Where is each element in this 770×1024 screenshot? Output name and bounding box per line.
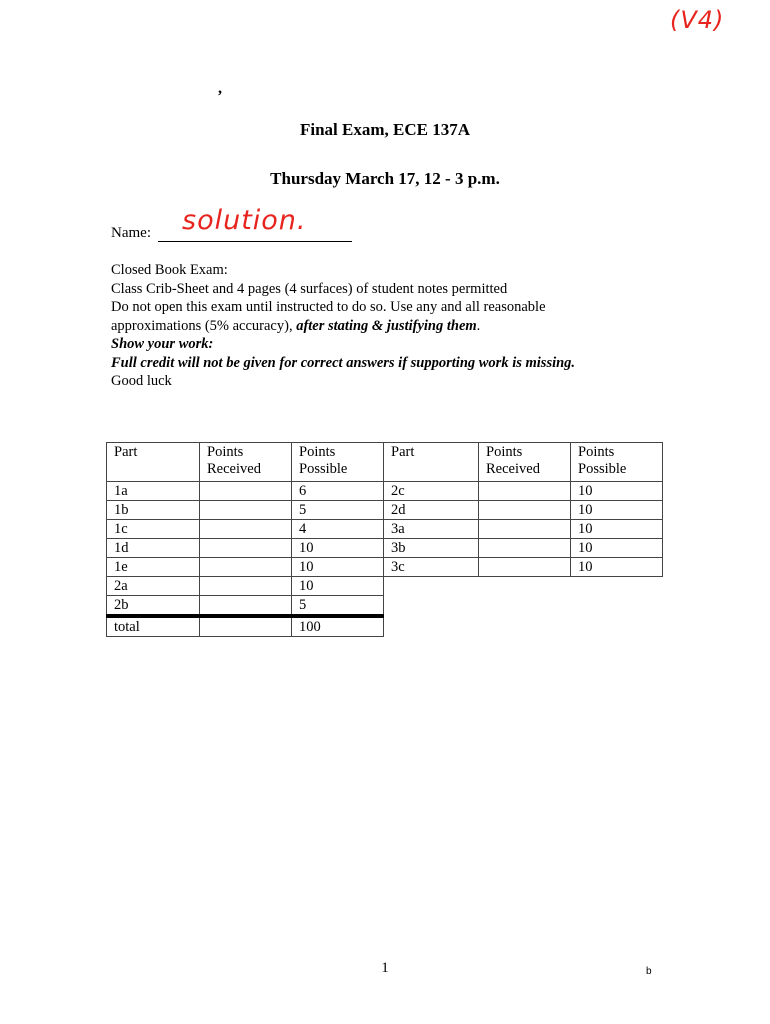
instruction-line: Closed Book Exam: [111,262,228,278]
received-cell[interactable] [200,520,292,539]
instruction-emphasis-line: Full credit will not be given for correct answers if supporting work is missing. [111,354,576,371]
total-label-cell: total [107,616,200,637]
stray-mark: , [218,80,222,97]
possible-cell: 10 [292,577,384,596]
table-row [384,501,663,520]
name-handwritten: solution. [182,205,307,236]
corner-mark: b [646,966,652,977]
possible-cell: 10 [571,558,663,577]
possible-cell: 5 [292,596,384,617]
possible-cell: 10 [292,539,384,558]
instruction-emphasis: after stating & justifying them [296,317,477,334]
header-cell: Points Received [200,443,292,482]
table-header-row [384,443,663,482]
total-row [107,616,384,637]
possible-cell: 10 [571,539,663,558]
header-cell: Points Received [479,443,571,482]
part-cell: 1a [107,482,200,501]
instruction-line: Do not open this exam until instructed to do so. Use any and all reasonable [111,299,546,315]
header-cell: Part [384,443,479,482]
version-annotation: (V4) [670,6,725,34]
name-field-line [158,241,352,242]
table-header-row [107,443,384,482]
possible-cell: 5 [292,501,384,520]
name-label: Name: [111,225,151,241]
possible-cell: 6 [292,482,384,501]
table-row [384,558,663,577]
part-cell: 3a [384,520,479,539]
table-row [107,539,384,558]
table-row [384,539,663,558]
received-cell[interactable] [200,482,292,501]
instruction-line: Class Crib-Sheet and 4 pages (4 surfaces) of student notes permitted [111,280,508,297]
possible-cell: 4 [292,520,384,539]
instruction-emphasis-line: Show your work: [111,336,214,352]
received-cell[interactable] [479,482,571,501]
part-cell: 2b [107,596,200,617]
instruction-text: approximations (5% accuracy), [111,317,297,334]
part-cell: 2c [384,482,479,501]
instruction-line: Good luck [111,373,172,389]
part-cell: 1c [107,520,200,539]
table-row [107,520,384,539]
received-cell[interactable] [479,520,571,539]
received-cell[interactable] [200,596,292,617]
exam-title: Final Exam, ECE 137A [299,120,471,139]
table-row [107,596,384,617]
total-possible-cell: 100 [292,616,384,637]
total-received-cell[interactable] [200,616,292,637]
table-row [107,577,384,596]
part-cell: 2a [107,577,200,596]
part-cell: 1b [107,501,200,520]
possible-cell: 10 [571,501,663,520]
part-cell: 3c [384,558,479,577]
header-cell: Points Possible [571,443,663,482]
received-cell[interactable] [200,558,292,577]
received-cell[interactable] [200,539,292,558]
part-cell: 1e [107,558,200,577]
table-row [107,482,384,501]
instructions [111,261,671,391]
possible-cell: 10 [571,520,663,539]
header-cell: Points Possible [292,443,384,482]
part-cell: 1d [107,539,200,558]
score-table-left [106,442,384,637]
table-row [107,501,384,520]
instruction-text: . [476,317,481,334]
table-row [384,520,663,539]
page-number: 1 [381,960,389,976]
received-cell[interactable] [479,501,571,520]
received-cell[interactable] [479,558,571,577]
score-table-right [383,442,663,577]
received-cell[interactable] [200,577,292,596]
part-cell: 2d [384,501,479,520]
received-cell[interactable] [200,501,292,520]
table-row [384,482,663,501]
received-cell[interactable] [479,539,571,558]
possible-cell: 10 [571,482,663,501]
instruction-line [111,317,671,336]
possible-cell: 10 [292,558,384,577]
exam-date: Thursday March 17, 12 - 3 p.m. [270,169,500,188]
part-cell: 3b [384,539,479,558]
table-row [107,558,384,577]
header-cell: Part [107,443,200,482]
